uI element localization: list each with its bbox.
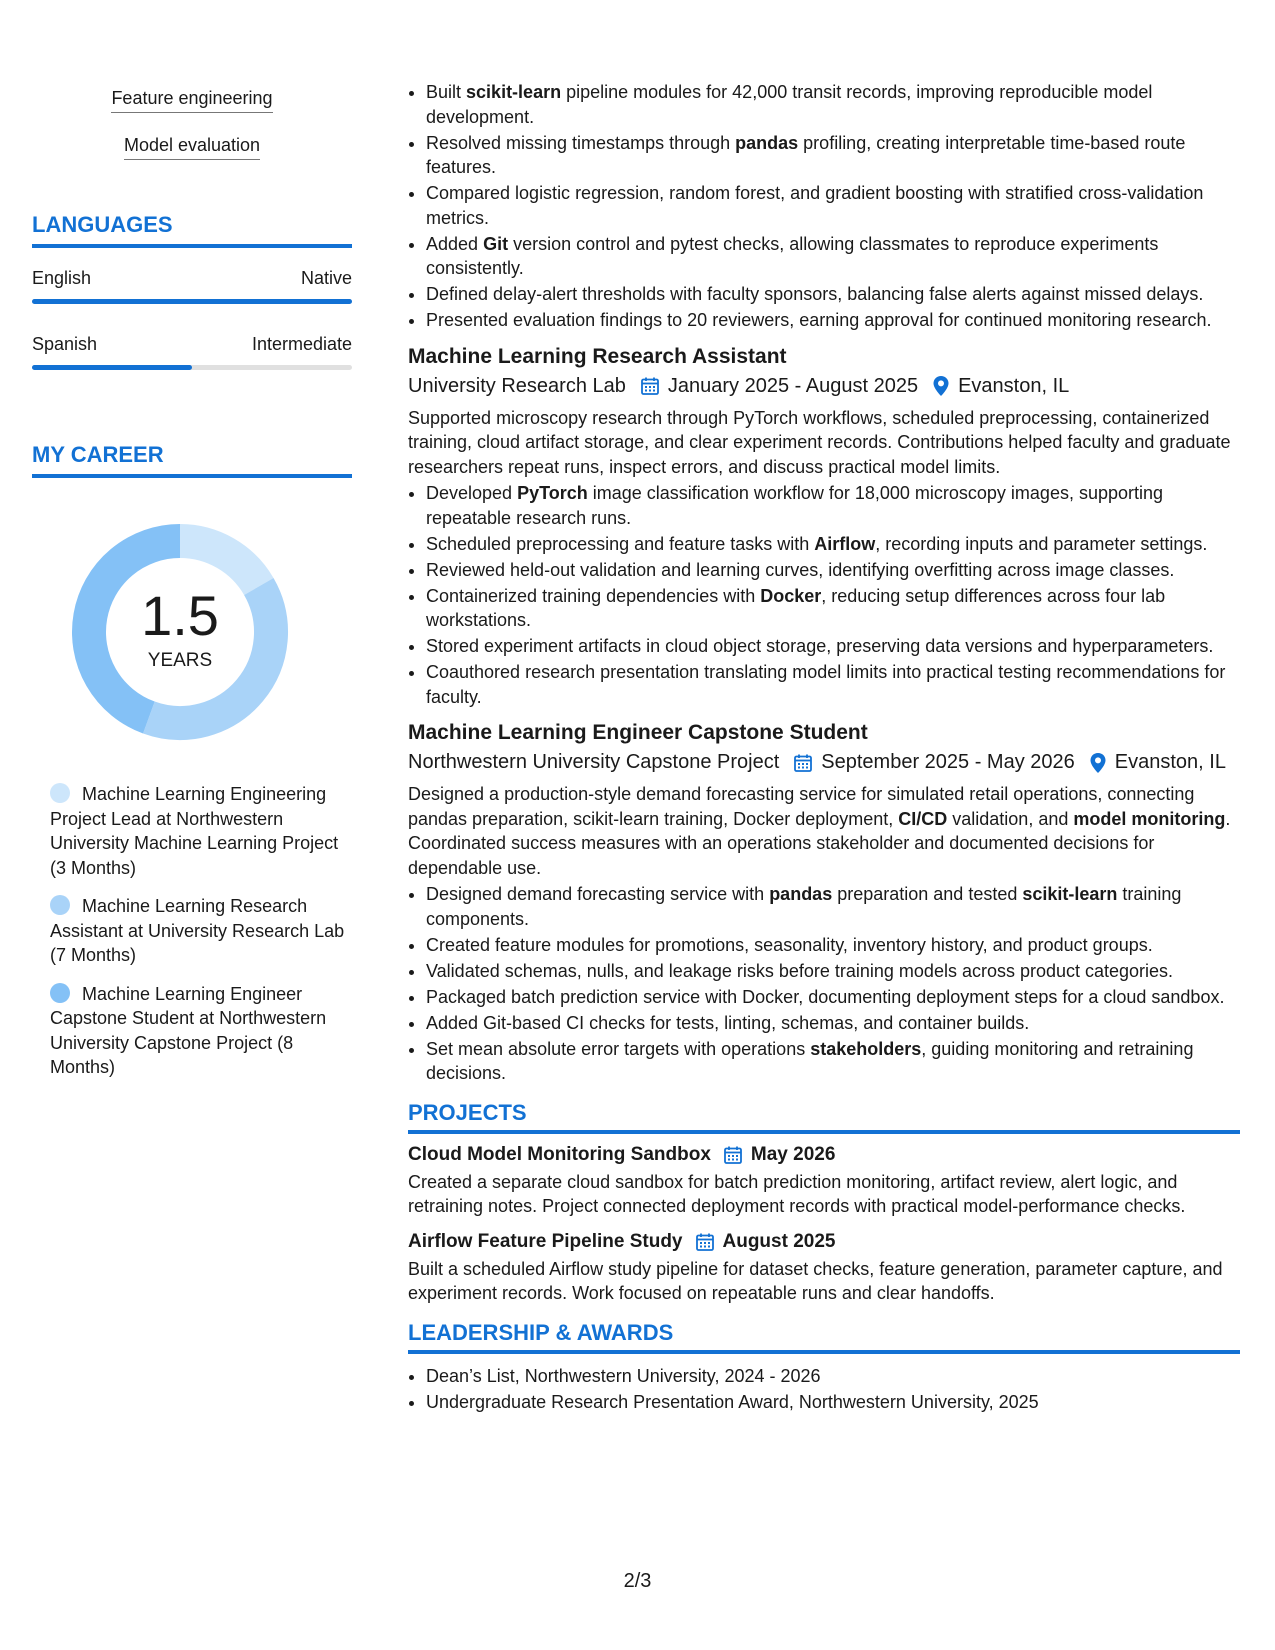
job-title: Machine Learning Engineer Capstone Student: [408, 721, 868, 744]
text-segment: Packaged batch prediction service with Docker, documenting deployment steps for a cloud sandbox.: [426, 986, 1225, 1007]
job-dates: January 2025 - August 2025: [667, 374, 919, 397]
bold-keyword: scikit-learn: [466, 82, 562, 102]
intro-bullet-list: [408, 80, 1240, 333]
project-entry: [408, 1144, 1240, 1219]
bullet-item: [426, 1037, 1240, 1086]
job-dates: September 2025 - May 2026: [821, 751, 1075, 773]
language-level: Intermediate: [251, 334, 352, 354]
language-name: Spanish: [32, 334, 98, 354]
job-title: Machine Learning Research Assistant: [408, 344, 787, 368]
project-date: May 2026: [750, 1143, 836, 1165]
job-location: Evanston, IL: [958, 374, 1070, 397]
career-legend-dot: [50, 895, 70, 915]
career-item: [50, 782, 352, 880]
bullet-item: [426, 131, 1240, 180]
bullet-item: [426, 80, 1240, 129]
award-item: • Undergraduate Research Presentation Award, Northwestern University, 2025: [426, 1390, 1240, 1415]
job-organization: University Research Lab: [408, 374, 626, 397]
bold-keyword: Airflow: [814, 533, 876, 554]
bullet-item: [426, 584, 1240, 633]
job-description: [408, 406, 1240, 480]
bold-keyword: CI/CD: [898, 808, 948, 829]
bold-keyword: stakeholders: [810, 1038, 922, 1059]
job-meta: [408, 751, 1240, 774]
project-title: Airflow Feature Pipeline Study: [408, 1230, 683, 1252]
skill-tag: Feature engineering: [32, 88, 352, 113]
language-proficiency-fill: [32, 299, 352, 304]
text-segment: , reducing setup differences across four lab workstations.: [426, 585, 1166, 630]
bold-keyword: model monitoring: [1073, 808, 1226, 829]
language-proficiency-bar: [32, 299, 352, 304]
career-item: [50, 982, 352, 1080]
project-description: Built a scheduled Airflow study pipeline for dataset checks, feature generation, parameter capture, and experiment records. Work focused on repeatable runs and clear handoffs.: [408, 1258, 1223, 1303]
bold-keyword: scikit-learn: [1022, 884, 1118, 904]
text-segment: Supported microscopy research through PyTorch workflows, scheduled preprocessing, containerized training, cloud artifact storage, and clear experiment records. Contributions helped faculty and graduate researchers repeat runs, inspect errors, and discuss practical model limits.: [408, 407, 1231, 477]
job-bullet-list: [408, 882, 1240, 1086]
career-heading: MY CAREER: [32, 442, 352, 478]
text-segment: Resolved missing timestamps through: [426, 132, 736, 153]
bullet-item: [426, 882, 1240, 931]
page-number: 2/3: [623, 1570, 652, 1592]
calendar-icon: [723, 1145, 743, 1165]
text-segment: validation, and: [947, 808, 1074, 829]
text-segment: Defined delay-alert thresholds with faculty sponsors, balancing false alerts against missed delays.: [426, 284, 1204, 304]
text-segment: Stored experiment artifacts in cloud object storage, preserving data versions and hyperparameters.: [426, 636, 1214, 656]
job-location: Evanston, IL: [1114, 751, 1226, 773]
language-list: [32, 268, 352, 370]
awards-heading: LEADERSHIP & AWARDS: [408, 1320, 1240, 1354]
text-segment: pipeline modules for 42,000 transit records, improving reproducible model development.: [426, 82, 1153, 127]
bullet-item: [426, 558, 1240, 583]
career-item-text: Machine Learning Engineering Project Lead at Northwestern University Machine Learning Project (3 Months): [50, 784, 339, 878]
location-pin-icon: [1089, 752, 1107, 774]
project-list: [408, 1144, 1240, 1306]
career-donut-segment: [180, 541, 259, 587]
career-total: [64, 584, 296, 672]
career-legend-dot: [50, 983, 70, 1003]
language-name: English: [32, 268, 92, 288]
languages-heading: LANGUAGES: [32, 212, 352, 248]
bullet-item: [426, 959, 1240, 984]
bullet-item: [426, 634, 1240, 659]
text-segment: Added Git-based CI checks for tests, linting, schemas, and container builds.: [426, 1012, 1030, 1033]
experience-list: [408, 345, 1240, 1086]
project-header: [408, 1231, 1240, 1253]
calendar-icon: [695, 1232, 715, 1252]
text-segment: , recording inputs and parameter settings.: [875, 533, 1208, 554]
language-entry: [32, 268, 352, 304]
career-item-text: Machine Learning Engineer Capstone Student at Northwestern University Capstone Project (8 Months): [50, 983, 327, 1077]
text-segment: Developed: [426, 483, 518, 503]
text-segment: Presented evaluation findings to 20 reviewers, earning approval for continued monitoring research.: [426, 310, 1212, 330]
text-segment: training components.: [426, 884, 1182, 929]
career-item: [50, 894, 352, 968]
bullet-item: [426, 933, 1240, 958]
text-segment: version control and pytest checks, allowing classmates to reproduce experiments consistently.: [426, 233, 1159, 278]
bold-keyword: pandas: [769, 884, 833, 904]
bold-keyword: pandas: [735, 132, 799, 153]
job-description: [408, 782, 1240, 880]
bullet-item: [426, 282, 1240, 307]
language-row: [32, 334, 352, 355]
text-segment: Set mean absolute error targets with operations: [426, 1038, 811, 1059]
project-header: [408, 1144, 1240, 1166]
sidebar: [32, 80, 352, 1094]
job-bullet-list: [408, 481, 1240, 709]
award-item: • Dean’s List, Northwestern University, 2024 - 2026: [426, 1364, 1240, 1389]
career-legend-dot: [50, 783, 70, 803]
career-total-unit: YEARS: [147, 650, 213, 671]
text-segment: Validated schemas, nulls, and leakage risks before training models across product categories.: [426, 960, 1174, 981]
bold-keyword: Docker: [760, 585, 822, 606]
text-segment: Containerized training dependencies with: [426, 585, 761, 606]
project-date: August 2025: [722, 1230, 836, 1252]
text-segment: Designed demand forecasting service with: [426, 884, 770, 904]
job-entry: [408, 345, 1240, 710]
language-proficiency-fill: [32, 365, 192, 370]
calendar-icon: [640, 376, 660, 396]
job-entry: [408, 721, 1240, 1086]
bold-keyword: Git: [483, 233, 509, 254]
text-segment: Built: [426, 82, 467, 102]
text-segment: Created feature modules for promotions, seasonality, inventory history, and product groups.: [426, 934, 1153, 955]
career-list: [32, 782, 352, 1080]
text-segment: image classification workflow for 18,000 microscopy images, supporting repeatable research runs.: [426, 483, 1164, 528]
bullet-item: [426, 308, 1240, 333]
text-segment: Reviewed held-out validation and learning curves, identifying overfitting across image classes.: [426, 559, 1175, 580]
text-segment: Coauthored research presentation translating model limits into practical testing recommendations for faculty.: [426, 662, 1226, 707]
text-segment: Scheduled preprocessing and feature tasks with: [426, 533, 815, 554]
bullet-item: [426, 985, 1240, 1010]
project-entry: [408, 1231, 1240, 1306]
text-segment: . Coordinated success measures with an operations stakeholder and documented decisions for dependable use.: [408, 808, 1231, 878]
bullet-item: [426, 532, 1240, 557]
awards-list: [408, 1364, 1240, 1415]
career-donut-chart: [64, 516, 296, 748]
location-pin-icon: [932, 375, 950, 397]
calendar-icon: [793, 753, 813, 773]
text-segment: Designed a production-style demand forecasting service for simulated retail operations, connecting pandas preparation, scikit-learn training, Docker deployment,: [408, 784, 1195, 829]
career-item-text: Machine Learning Research Assistant at University Research Lab (7 Months): [50, 896, 345, 965]
text-segment: preparation and tested: [832, 884, 1023, 904]
bullet-item: [426, 660, 1240, 709]
main-content: [408, 80, 1240, 1416]
career-total-value: 1.5: [141, 584, 219, 647]
project-title: Cloud Model Monitoring Sandbox: [408, 1143, 711, 1165]
language-level: Native: [300, 268, 352, 288]
bold-keyword: PyTorch: [517, 483, 588, 503]
text-segment: Compared logistic regression, random forest, and gradient boosting with stratified cross-validation metrics.: [426, 183, 1204, 228]
bullet-item: [426, 181, 1240, 230]
projects-heading: PROJECTS: [408, 1100, 1240, 1134]
language-proficiency-bar: [32, 365, 352, 370]
language-row: [32, 268, 352, 289]
text-segment: profiling, creating interpretable time-based route features.: [426, 132, 1186, 177]
bullet-item: [426, 1011, 1240, 1036]
bullet-item: [426, 481, 1240, 530]
text-segment: Added: [426, 233, 484, 254]
project-description: Created a separate cloud sandbox for batch prediction monitoring, artifact review, alert logic, and retraining notes. Project connected deployment records with practical model-performance checks.: [408, 1171, 1186, 1216]
skill-tag: Model evaluation: [32, 135, 352, 160]
language-entry: [32, 334, 352, 370]
job-meta: [408, 375, 1240, 398]
job-organization: Northwestern University Capstone Project: [408, 751, 780, 773]
bullet-item: [426, 232, 1240, 281]
text-segment: , guiding monitoring and retraining decisions.: [426, 1038, 1194, 1083]
